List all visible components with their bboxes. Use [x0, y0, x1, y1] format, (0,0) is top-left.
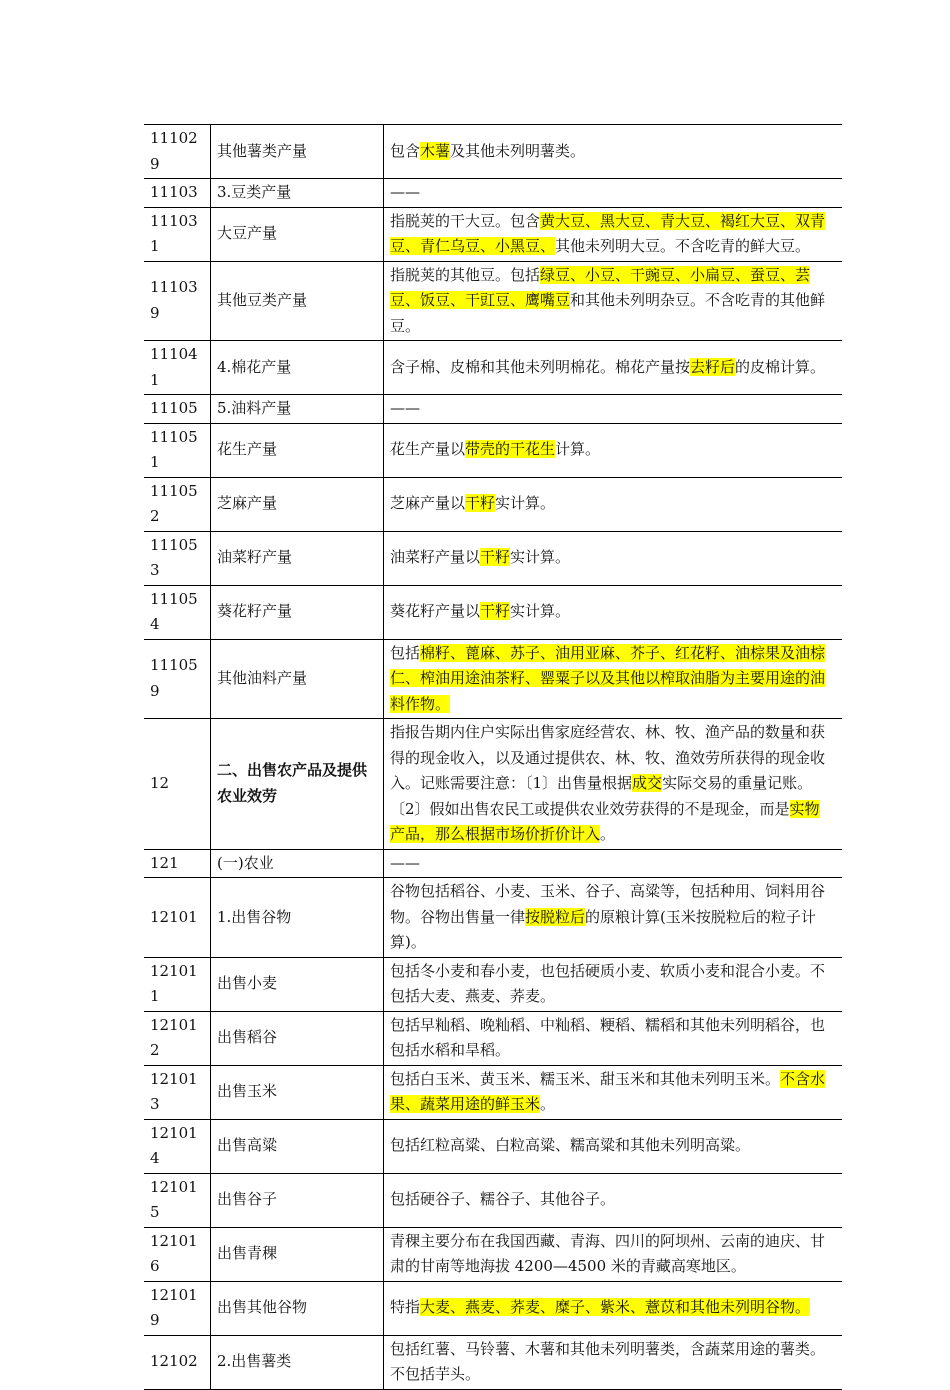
row-code: 121019: [144, 1281, 211, 1335]
row-code: 121011: [144, 957, 211, 1011]
row-name: 5.油料产量: [211, 395, 384, 424]
row-code: 121014: [144, 1119, 211, 1173]
row-name: (一)农业: [211, 849, 384, 878]
description-text: 包括早籼稻、晚籼稻、中籼稻、粳稻、糯稻和其他未列明稻谷，也包括水稻和旱稻。: [390, 1015, 826, 1059]
row-code: 121013: [144, 1065, 211, 1119]
highlighted-text: 不含水果、蔬菜用途的鲜玉米: [390, 1069, 826, 1113]
description-text: 实计算。: [495, 494, 556, 513]
description-text: 的皮棉计算。: [735, 357, 826, 376]
row-name: 2.出售薯类: [211, 1335, 384, 1389]
row-code: 121: [144, 849, 211, 878]
row-description: [384, 1173, 843, 1227]
row-description: [384, 849, 843, 878]
table-row: [144, 1227, 842, 1281]
row-description: [384, 1119, 843, 1173]
description-text: 包括白玉米、黄玉米、糯玉米、甜玉米和其他未列明玉米。: [390, 1069, 781, 1088]
row-code: 11105: [144, 395, 211, 424]
row-name: 出售青稞: [211, 1227, 384, 1281]
description-text: 葵花籽产量以: [390, 602, 481, 621]
highlighted-text: 黄大豆、黑大豆、青大豆、褐红大豆、双青豆、青仁乌豆、小黑豆、: [390, 211, 826, 255]
row-description: [384, 1227, 843, 1281]
row-code: 12102: [144, 1335, 211, 1389]
row-name: 3.豆类产量: [211, 179, 384, 208]
highlighted-text: 干籽: [480, 602, 511, 621]
row-code: 12101: [144, 878, 211, 958]
description-text: 指脱荚的其他豆。包括: [390, 265, 541, 284]
table-row: [144, 1335, 842, 1389]
highlighted-text: 棉籽、蓖麻、苏子、油用亚麻、芥子、红花籽、油棕果及油棕仁、榨油用途油茶籽、罂粟子以及其他以榨取油脂为主要用途的油料作物。: [390, 643, 826, 713]
highlighted-text: 实物产品，那么根据市场价折价计入: [390, 799, 820, 843]
description-text: 和其他未列明杂豆。不含吃青的其他鲜豆。: [390, 291, 826, 335]
highlighted-text: 去籽后: [690, 357, 736, 376]
row-code: 12: [144, 719, 211, 850]
row-name: 出售其他谷物: [211, 1281, 384, 1335]
description-text: ——: [390, 399, 420, 417]
data-table: [144, 124, 842, 1390]
row-name: 出售谷子: [211, 1173, 384, 1227]
description-text: 。: [600, 825, 616, 843]
row-description: [384, 957, 843, 1011]
highlighted-text: 干籽: [465, 494, 496, 513]
description-text: 。: [540, 1095, 556, 1113]
table-row: [144, 179, 842, 208]
description-text: 实计算。: [510, 548, 571, 567]
row-name: 出售小麦: [211, 957, 384, 1011]
description-text: 及其他未列明薯类。: [450, 141, 586, 160]
row-code: 111052: [144, 477, 211, 531]
table-row: [144, 585, 842, 639]
row-description: [384, 207, 843, 261]
row-name: 其他豆类产量: [211, 261, 384, 341]
table-row: [144, 957, 842, 1011]
table-row: [144, 1011, 842, 1065]
table-row: [144, 1281, 842, 1335]
description-text: 包含: [390, 141, 421, 160]
row-name: 1.出售谷物: [211, 878, 384, 958]
table-row: [144, 341, 842, 395]
highlighted-text: 带壳的干花生: [465, 440, 556, 459]
table-row: [144, 878, 842, 958]
description-text: 的原粮计算(玉米按脱粒后的粒子计算)。: [390, 907, 816, 951]
table-row: [144, 1065, 842, 1119]
row-name: 二、出售农产品及提供农业效劳: [211, 719, 384, 850]
row-description: [384, 878, 843, 958]
row-description: [384, 125, 843, 179]
description-text: 包括红薯、马铃薯、木薯和其他未列明薯类，含蔬菜用途的薯类。不包括芋头。: [390, 1339, 826, 1383]
row-description: [384, 1335, 843, 1389]
row-code: 121015: [144, 1173, 211, 1227]
row-name: 出售稻谷: [211, 1011, 384, 1065]
row-description: [384, 477, 843, 531]
row-name: 油菜籽产量: [211, 531, 384, 585]
row-name: 其他油料产量: [211, 639, 384, 719]
description-text: 谷物包括稻谷、小麦、玉米、谷子、高粱等，包括种用、饲料用谷物。谷物出售量一律: [390, 882, 826, 926]
description-text: ——: [390, 183, 420, 201]
table-row: [144, 1173, 842, 1227]
row-description: [384, 531, 843, 585]
table-row: [144, 207, 842, 261]
description-text: 指脱荚的干大豆。包含: [390, 211, 541, 230]
table-row: [144, 477, 842, 531]
description-text: 计算。: [555, 440, 601, 459]
row-name: 出售玉米: [211, 1065, 384, 1119]
row-description: [384, 395, 843, 424]
row-code: 11103: [144, 179, 211, 208]
highlighted-text: 木薯: [420, 141, 451, 160]
row-description: [384, 1281, 843, 1335]
highlighted-text: 干籽: [480, 548, 511, 567]
table-row: [144, 395, 842, 424]
table-row: [144, 719, 842, 850]
description-text: 油菜籽产量以: [390, 548, 481, 567]
table-row: [144, 639, 842, 719]
description-text: 实际交易的重量记账。〔2〕假如出售农民工或提供农业效劳获得的不是现金，而是: [390, 774, 813, 818]
description-text: ——: [390, 853, 420, 872]
row-code: 111029: [144, 125, 211, 179]
description-text: 芝麻产量以: [390, 494, 466, 513]
highlighted-text: 成交: [632, 774, 663, 792]
row-description: [384, 423, 843, 477]
row-name: 芝麻产量: [211, 477, 384, 531]
description-text: 指报告期内住户实际出售家庭经营农、林、牧、渔产品的数量和获得的现金收入，以及通过提供农、林、牧、渔效劳所获得的现金收入。记账需要注意：〔1〕出售量根据: [390, 723, 826, 792]
description-text: 实计算。: [510, 602, 571, 621]
row-code: 111054: [144, 585, 211, 639]
row-description: [384, 1011, 843, 1065]
row-description: [384, 1065, 843, 1119]
description-text: 青稞主要分布在我国西藏、青海、四川的阿坝州、云南的迪庆、甘肃的甘南等地海拔 4200—4500 米的青藏高寒地区。: [390, 1231, 826, 1275]
row-code: 111051: [144, 423, 211, 477]
description-text: 包括: [390, 643, 421, 662]
row-code: 111059: [144, 639, 211, 719]
row-description: [384, 341, 843, 395]
row-name: 4.棉花产量: [211, 341, 384, 395]
row-code: 121016: [144, 1227, 211, 1281]
row-description: [384, 719, 843, 850]
description-text: 包括红粒高粱、白粒高粱、糯高粱和其他未列明高粱。: [390, 1136, 751, 1155]
row-name: 其他薯类产量: [211, 125, 384, 179]
description-text: 特指: [390, 1298, 421, 1317]
row-name: 葵花籽产量: [211, 585, 384, 639]
table-row: [144, 1119, 842, 1173]
row-name: 出售高粱: [211, 1119, 384, 1173]
description-text: 其他未列明大豆。不含吃青的鲜大豆。: [555, 237, 811, 255]
row-code: 111053: [144, 531, 211, 585]
description-text: 含子棉、皮棉和其他未列明棉花。棉花产量按: [390, 357, 691, 376]
highlighted-text: 按脱粒后: [525, 907, 586, 926]
row-description: [384, 639, 843, 719]
row-name: 大豆产量: [211, 207, 384, 261]
row-code: 121012: [144, 1011, 211, 1065]
table-row: [144, 849, 842, 878]
row-code: 111039: [144, 261, 211, 341]
description-text: 包括硬谷子、糯谷子、其他谷子。: [390, 1190, 616, 1209]
row-description: [384, 179, 843, 208]
table-row: [144, 125, 842, 179]
table-row: [144, 423, 842, 477]
highlighted-text: 大麦、燕麦、荞麦、糜子、紫米、薏苡和其他未列明谷物。: [420, 1298, 811, 1317]
table-row: [144, 531, 842, 585]
row-code: 111031: [144, 207, 211, 261]
row-name: 花生产量: [211, 423, 384, 477]
table-row: [144, 261, 842, 341]
description-text: 花生产量以: [390, 440, 466, 459]
highlighted-text: 绿豆、小豆、干豌豆、小扁豆、蚕豆、芸豆、饭豆、干豇豆、鹰嘴豆: [390, 265, 811, 309]
row-description: [384, 261, 843, 341]
row-code: 111041: [144, 341, 211, 395]
description-text: 包括冬小麦和春小麦，也包括硬质小麦、软质小麦和混合小麦。不包括大麦、燕麦、荞麦。: [390, 961, 826, 1005]
row-description: [384, 585, 843, 639]
table-body: [144, 125, 842, 1390]
